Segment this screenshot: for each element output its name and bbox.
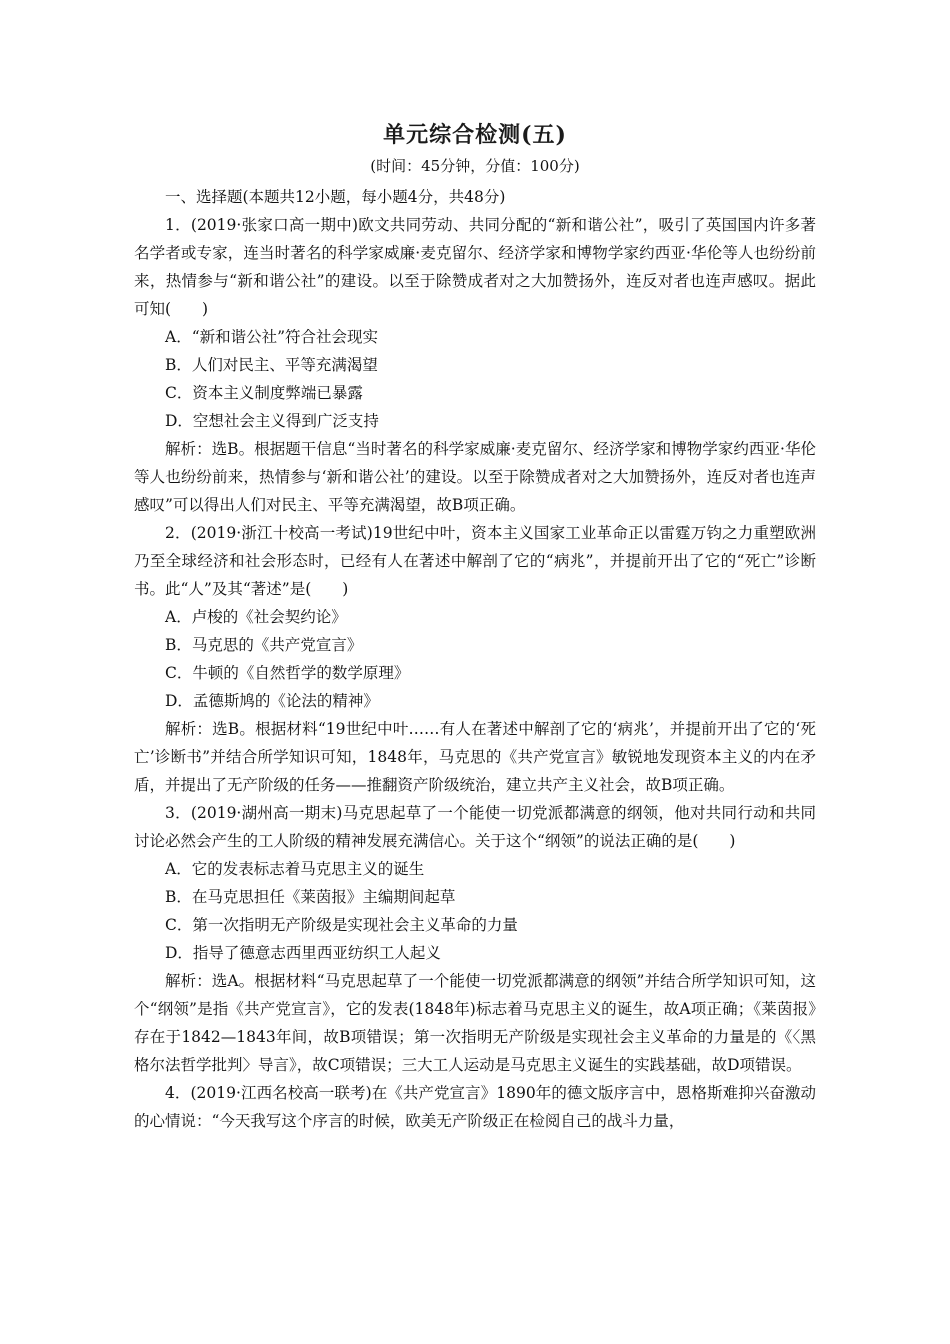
question-1-option-c: C．资本主义制度弊端已暴露 [165,384,363,402]
question-2-stem: 2．(2019·浙江十校高一考试)19世纪中叶，资本主义国家工业革命正以雷霆万钧之力重塑欧洲乃至全球经济和社会形态时，已经有人在著述中解剖了它的“病兆”，并提前开出了它的“死亡”诊断书。此“人”及其“著述”是( ) [134,524,816,598]
question-2-option-b: B．马克思的《共产党宣言》 [165,636,363,654]
question-3-option-d: D．指导了德意志西里西亚纺织工人起义 [165,944,441,962]
question-1-stem: 1．(2019·张家口高一期中)欧文共同劳动、共同分配的“新和谐公社”，吸引了英国国内许多著名学者或专家，连当时著名的科学家威廉·麦克留尔、经济学家和博物学家约西亚·华伦等人也纷纷前来，热情参与“新和谐公社”的建设。以至于除赞成者对之大加赞扬外，连反对者也连声感叹。据此可知( ) [134,216,816,318]
question-4-stem: 4．(2019·江西名校高一联考)在《共产党宣言》1890年的德文版序言中，恩格斯难抑兴奋激动的心情说：“今天我写这个序言的时候，欧美无产阶级正在检阅自己的战斗力量， [134,1084,816,1130]
question-2-option-c: C．牛顿的《自然哲学的数学原理》 [165,664,410,682]
page-title: 单元综合检测(五) [383,122,567,148]
question-1-analysis: 解析：选B。根据题干信息“当时著名的科学家威廉·麦克留尔、经济学家和博物学家约西亚·华伦等人也纷纷前来，热情参与‘新和谐公社’的建设。以至于除赞成者对之大加赞扬外，连反对者也连声感叹”可以得出人们对民主、平等充满渴望，故B项正确。 [134,440,816,514]
exam-info: (时间：45分钟，分值：100分) [370,157,580,175]
question-3-option-c: C．第一次指明无产阶级是实现社会主义革命的力量 [165,916,518,934]
section-heading: 一、选择题(本题共12小题，每小题4分，共48分) [165,188,506,206]
question-3-option-b: B．在马克思担任《莱茵报》主编期间起草 [165,888,456,906]
question-1-option-b: B．人们对民主、平等充满渴望 [165,356,378,374]
question-1-option-a: A．“新和谐公社”符合社会现实 [165,328,379,346]
question-2-analysis: 解析：选B。根据材料“19世纪中叶……有人在著述中解剖了它的‘病兆’，并提前开出了它的‘死亡’诊断书”并结合所学知识可知，1848年，马克思的《共产党宣言》敏锐地发现资本主义的内在矛盾，并提出了无产阶级的任务——推翻资产阶级统治，建立共产主义社会，故B项正确。 [134,720,816,794]
question-2-option-a: A．卢梭的《社会契约论》 [165,608,347,626]
question-3-stem: 3．(2019·湖州高一期末)马克思起草了一个能使一切党派都满意的纲领，他对共同行动和共同讨论必然会产生的工人阶级的精神发展充满信心。关于这个“纲领”的说法正确的是( ) [134,804,816,850]
document-body [134,183,816,1135]
question-2-option-d: D．孟德斯鸠的《论法的精神》 [165,692,379,710]
question-1-option-d: D．空想社会主义得到广泛支持 [165,412,379,430]
question-3-analysis: 解析：选A。根据材料“马克思起草了一个能使一切党派都满意的纲领”并结合所学知识可知，这个“纲领”是指《共产党宣言》，它的发表(1848年)标志着马克思主义的诞生，故A项正确；《莱茵报》存在于1842—1843年间，故B项错误；第一次指明无产阶级是实现社会主义革命的力量是的《〈黑格尔法哲学批判〉导言》，故C项错误；三大工人运动是马克思主义诞生的实践基础，故D项错误。 [134,972,816,1074]
question-3-option-a: A．它的发表标志着马克思主义的诞生 [165,860,425,878]
